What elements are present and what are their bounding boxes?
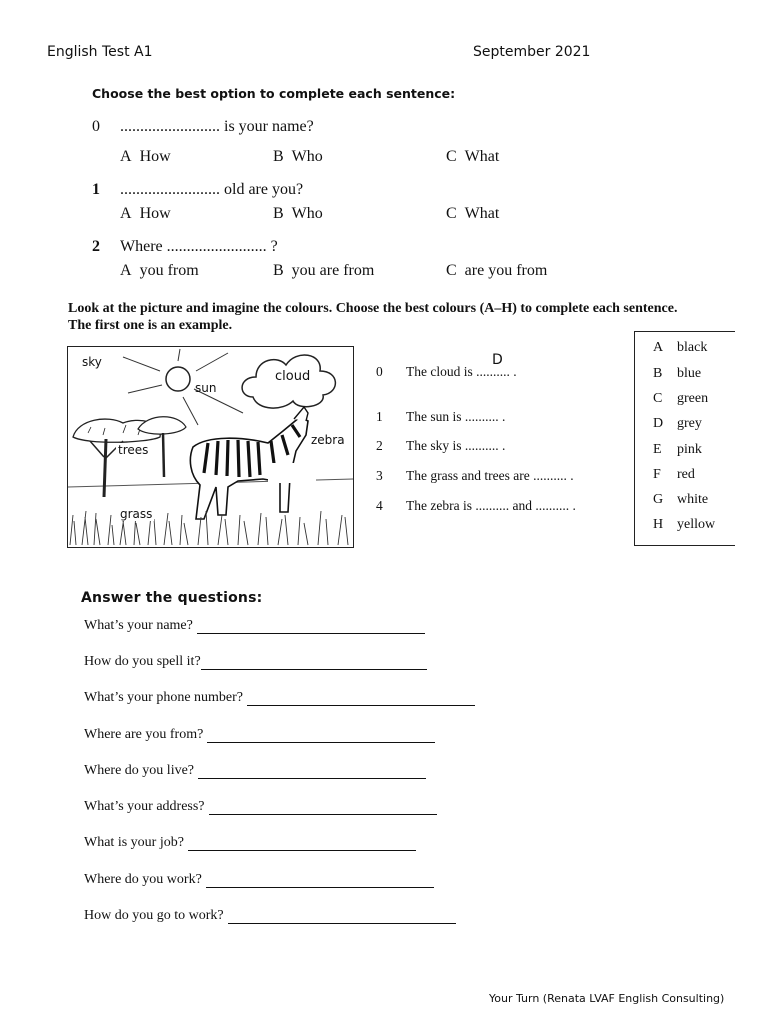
option-a[interactable] [120, 148, 171, 166]
option-b[interactable] [273, 205, 323, 223]
colour-letter: G [653, 492, 664, 507]
option-text: Who [291, 205, 323, 222]
sentence-number: 3 [376, 468, 383, 483]
answer-line[interactable] [206, 875, 434, 888]
question-text: Where do you work? [84, 872, 202, 887]
picture-label-trees: trees [118, 443, 149, 457]
question-number: 2 [92, 238, 100, 255]
option-text: are you from [464, 262, 548, 279]
option-text: How [139, 148, 171, 165]
example-answer: D [492, 352, 503, 368]
colour-letter: F [653, 467, 661, 482]
colour-option [653, 467, 695, 483]
option-text: you are from [291, 262, 375, 279]
answer-question-row [84, 763, 426, 779]
safari-picture [67, 346, 354, 548]
colour-name: green [677, 391, 709, 406]
answer-line[interactable] [207, 730, 435, 743]
answer-question-row [84, 908, 456, 924]
question-text: How do you go to work? [84, 908, 224, 923]
picture-label-cloud: cloud [275, 369, 311, 384]
question-text: What’s your name? [84, 618, 193, 633]
sentence-number: 4 [376, 498, 383, 513]
colour-letter: D [653, 416, 664, 431]
colour-name: yellow [677, 517, 716, 532]
answer-question-row [84, 690, 475, 706]
question-text: What’s your address? [84, 799, 205, 814]
option-letter: C [446, 148, 457, 165]
question-text: What is your job? [84, 835, 184, 850]
colour-name: black [677, 340, 708, 355]
answer-line[interactable] [188, 838, 416, 851]
answer-line[interactable] [198, 766, 426, 779]
instruction-line: Look at the picture and imagine the colours. Choose the best colours (A–H) to complete each sentence. [68, 301, 678, 316]
section3-heading: Answer the questions: [81, 590, 263, 606]
option-text: What [464, 148, 500, 165]
option-c[interactable] [446, 148, 499, 166]
colour-name: grey [677, 416, 702, 431]
answer-line[interactable] [209, 802, 437, 815]
picture-label-grass: grass [120, 507, 153, 521]
sentence-number: 0 [376, 364, 383, 379]
footer-credit: Your Turn (Renata LVAF English Consulting) [489, 992, 725, 1005]
colour-option [653, 517, 715, 533]
question-number: 1 [92, 181, 100, 198]
question-text: Where are you from? [84, 727, 204, 742]
colour-letter: A [653, 340, 664, 355]
option-letter: C [446, 262, 457, 279]
colour-option [653, 442, 702, 458]
sentence-text: The sun is .......... . [406, 409, 506, 424]
colour-letter: H [653, 517, 664, 532]
option-letter: B [273, 205, 284, 222]
answer-question-row [84, 835, 416, 851]
instruction-line: The first one is an example. [68, 318, 233, 333]
colour-letter: B [653, 366, 663, 381]
picture-label-sky: sky [82, 355, 102, 369]
option-letter: B [273, 262, 284, 279]
option-text: How [139, 205, 171, 222]
answer-line[interactable] [197, 621, 425, 634]
sun-shape [166, 367, 190, 391]
answer-line[interactable] [247, 693, 475, 706]
option-a[interactable] [120, 262, 199, 280]
question-text: ......................... is your name? [120, 118, 314, 135]
sentence-text: The zebra is .......... and .......... . [406, 498, 576, 513]
section2-instruction [68, 300, 708, 334]
test-title: English Test A1 [47, 44, 153, 60]
option-letter: B [273, 148, 284, 165]
safari-illustration [68, 347, 353, 547]
option-letter: A [120, 148, 132, 165]
colour-option [653, 391, 708, 407]
section1-instruction: Choose the best option to complete each sentence: [92, 86, 456, 101]
question-text: Where do you live? [84, 763, 195, 778]
question-text: What’s your phone number? [84, 690, 244, 705]
question-text: How do you spell it? [84, 654, 201, 669]
picture-label-zebra: zebra [311, 433, 345, 447]
sentence-text: The grass and trees are .......... . [406, 468, 574, 483]
option-c[interactable] [446, 262, 547, 280]
answer-line[interactable] [228, 911, 456, 924]
grass-shape [70, 511, 348, 545]
question-text: Where ......................... ? [120, 238, 278, 255]
test-date: September 2021 [473, 44, 591, 60]
colour-name: blue [677, 366, 702, 381]
option-letter: A [120, 205, 132, 222]
sentence-text: The sky is .......... . [406, 438, 506, 453]
colour-letter: C [653, 391, 663, 406]
option-text: you from [139, 262, 199, 279]
sentence-number: 1 [376, 409, 383, 424]
colour-option [653, 416, 702, 432]
option-b[interactable] [273, 148, 323, 166]
colour-option [653, 492, 708, 508]
sentence-number: 2 [376, 438, 383, 453]
answer-question-row [84, 727, 435, 743]
answer-line[interactable] [201, 657, 427, 670]
question-number: 0 [92, 118, 100, 135]
option-text: What [464, 205, 500, 222]
colour-name: red [677, 467, 695, 482]
colour-option [653, 366, 701, 382]
colour-name: white [677, 492, 709, 507]
colour-name: pink [677, 442, 702, 457]
option-text: Who [291, 148, 323, 165]
picture-label-sun: sun [195, 381, 217, 395]
answer-question-row [84, 799, 437, 815]
answer-question-row [84, 872, 434, 888]
colour-options-box [634, 331, 735, 546]
question-text: ......................... old are you? [120, 181, 304, 198]
answer-question-row [84, 654, 427, 670]
answer-question-row [84, 618, 425, 634]
option-c[interactable] [446, 205, 499, 223]
option-b[interactable] [273, 262, 374, 280]
colour-letter: E [653, 442, 662, 457]
option-letter: C [446, 205, 457, 222]
option-letter: A [120, 262, 132, 279]
option-a[interactable] [120, 205, 171, 223]
colour-option [653, 340, 707, 356]
sentence-text: The cloud is .......... . [406, 364, 517, 379]
